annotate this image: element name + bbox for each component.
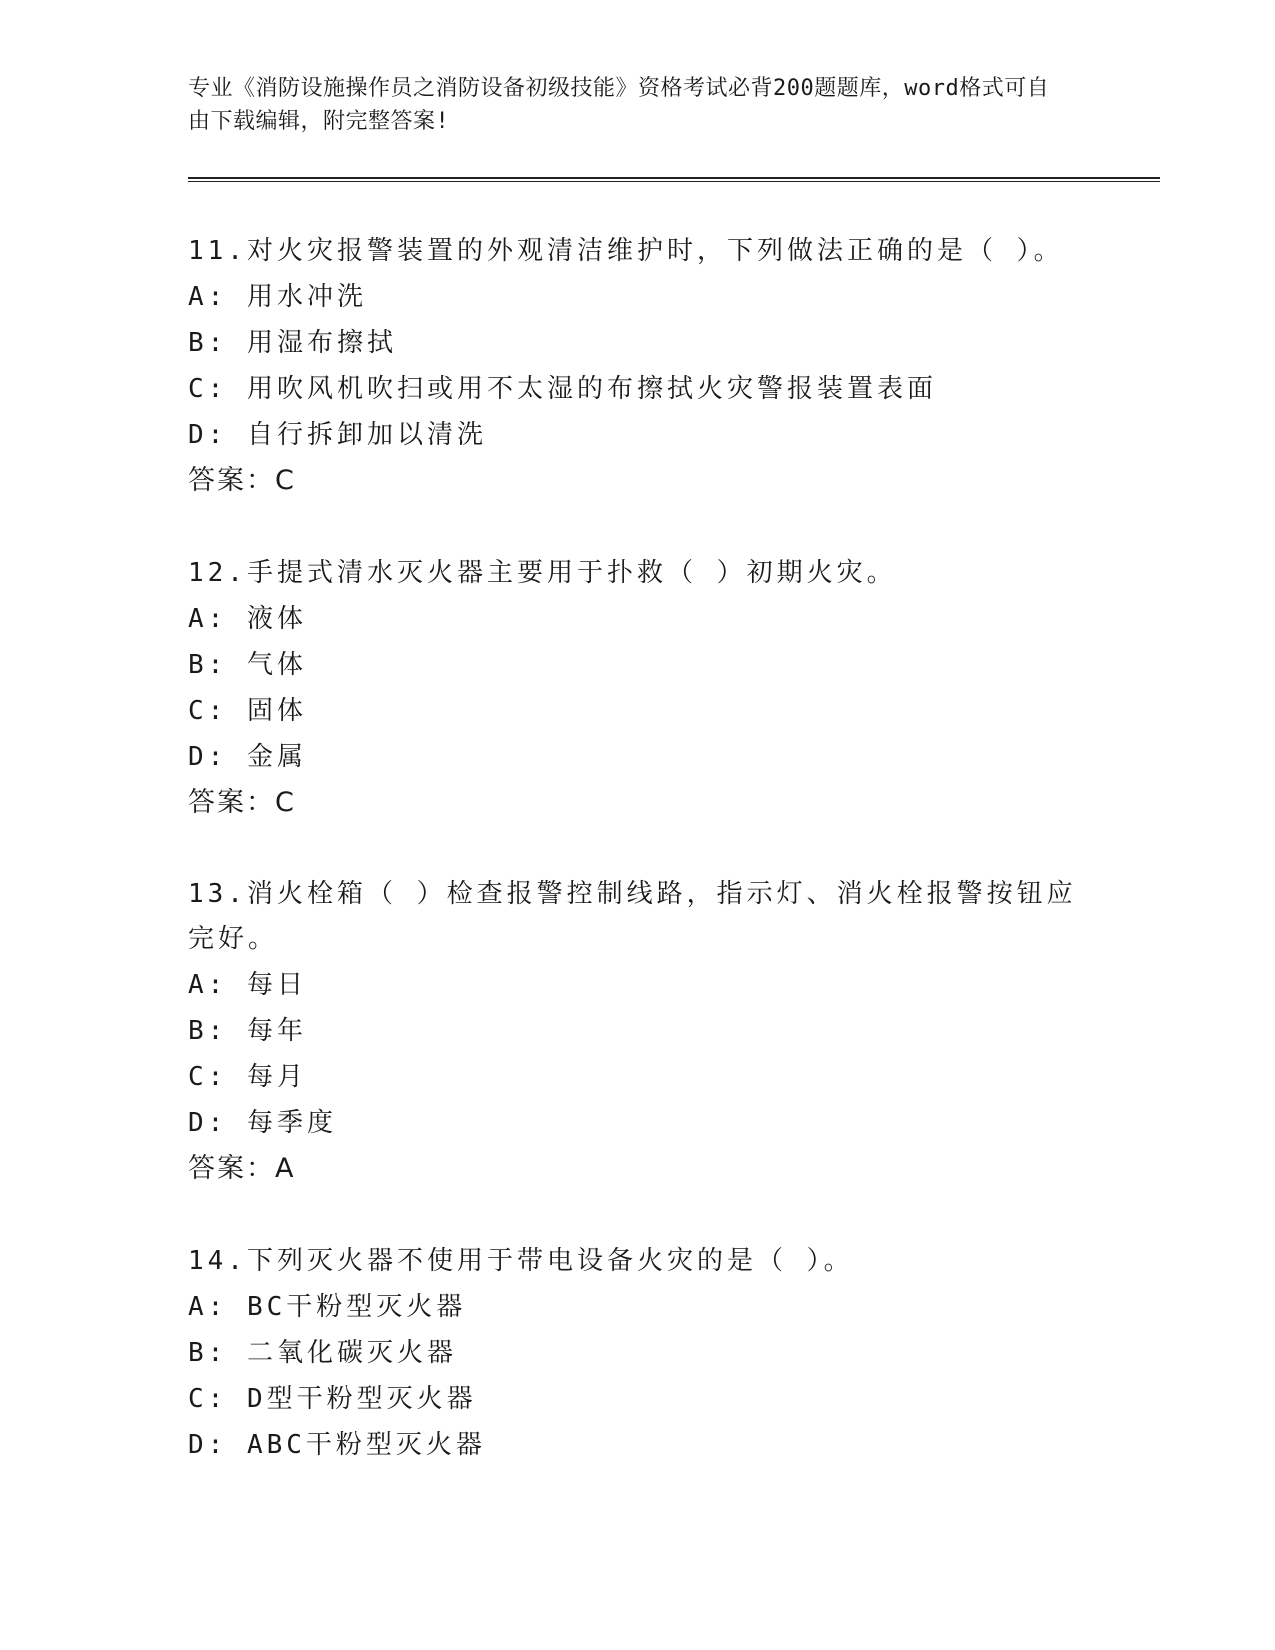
option-a: A: BC干粉型灭火器 bbox=[188, 1292, 467, 1322]
option-b: B: 每年 bbox=[188, 1016, 307, 1046]
option-a: A: 用水冲洗 bbox=[188, 282, 367, 312]
option-d: D: ABC干粉型灭火器 bbox=[188, 1430, 486, 1460]
option-b: B: 用湿布擦拭 bbox=[188, 328, 397, 358]
option-c: C: 用吹风机吹扫或用不太湿的布擦拭火灾警报装置表面 bbox=[188, 374, 937, 404]
option-a: A: 每日 bbox=[188, 970, 307, 1000]
question-stem: 12.手提式清水灭火器主要用于扑救（ ）初期火灾。 bbox=[188, 558, 897, 588]
header-divider bbox=[188, 177, 1160, 182]
answer-label: 答案：A bbox=[188, 1153, 296, 1184]
option-d: D: 金属 bbox=[188, 742, 307, 772]
question-11 bbox=[188, 228, 1088, 504]
question-stem: 14.下列灭火器不使用于带电设备火灾的是（ ）。 bbox=[188, 1246, 854, 1276]
option-d: D: 每季度 bbox=[188, 1108, 337, 1138]
question-13 bbox=[188, 872, 1088, 1192]
question-14 bbox=[188, 1238, 1088, 1468]
option-a: A: 液体 bbox=[188, 604, 307, 634]
option-b: B: 气体 bbox=[188, 650, 307, 680]
option-d: D: 自行拆卸加以清洗 bbox=[188, 420, 487, 450]
question-stem: 13.消火栓箱（ ）检查报警控制线路，指示灯、消火栓报警按钮应完好。 bbox=[188, 879, 1077, 954]
question-stem: 11.对火灾报警装置的外观清洁维护时，下列做法正确的是（ ）。 bbox=[188, 236, 1064, 266]
option-b: B: 二氧化碳灭火器 bbox=[188, 1338, 457, 1368]
question-12 bbox=[188, 550, 1088, 826]
answer-label: 答案：C bbox=[188, 465, 296, 496]
option-c: C: D型干粉型灭火器 bbox=[188, 1384, 477, 1414]
answer-label: 答案：C bbox=[188, 787, 296, 818]
option-c: C: 固体 bbox=[188, 696, 307, 726]
document-header: 专业《消防设施操作员之消防设备初级技能》资格考试必背200题题库，word格式可自由下载编辑，附完整答案! bbox=[188, 76, 1050, 134]
option-c: C: 每月 bbox=[188, 1062, 307, 1092]
